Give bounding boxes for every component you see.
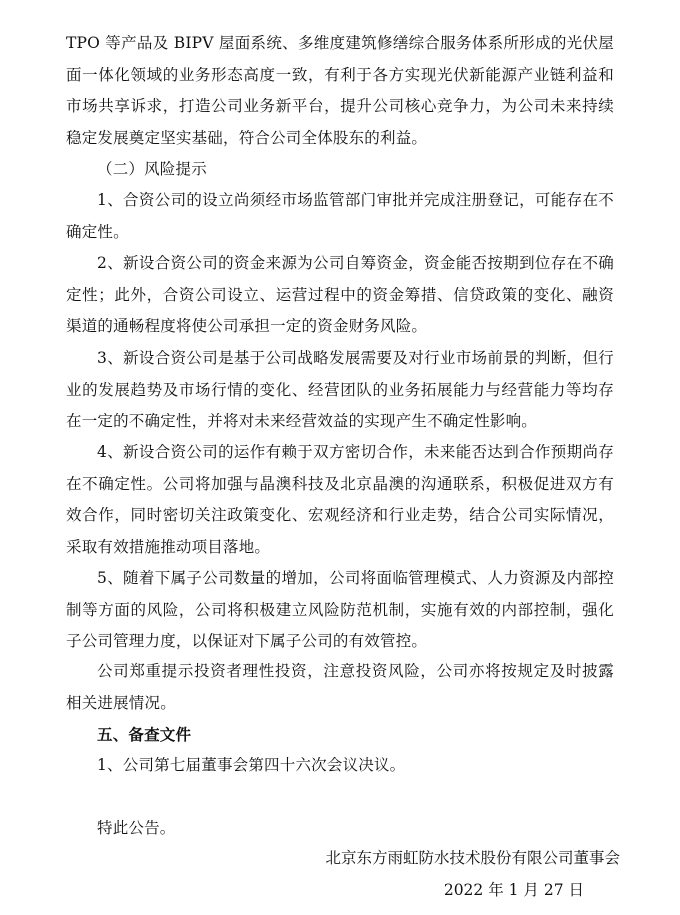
- closing-statement: 特此公告。: [97, 819, 176, 837]
- risk-heading: （二）风险提示: [97, 160, 207, 178]
- section-5-heading: 五、备查文件: [97, 725, 192, 744]
- reference-doc-1: 1、公司第七届董事会第四十六次会议决议。: [97, 756, 406, 774]
- risk-item-5: 5、随着下属子公司数量的增加，公司将面临管理模式、人力资源及内部控制等方面的风险，公司将积极建立风险防范机制，实施有效的内部控制，强化子公司管理力度，以保证对下属子公司的有效管控。: [66, 569, 614, 650]
- investor-notice: 公司郑重提示投资者理性投资，注意投资风险，公司亦将按规定及时披露相关进展情况。: [66, 662, 614, 712]
- risk-item-1: 1、合资公司的设立尚须经市场监管部门审批并完成注册登记，可能存在不确定性。: [66, 191, 614, 241]
- risk-item-4: 4、新设合资公司的运作有赖于双方密切合作，未来能否达到合作预期尚存在不确定性。公司将加强与晶澳科技及北京晶澳的沟通联系，积极促进双方有效合作，同时密切关注政策变化、宏观经济和行业走势，结合公司实际情况，采取有效措施推动项目落地。: [66, 443, 614, 556]
- risk-item-2: 2、新设合资公司的资金来源为公司自筹资金，资金能否按期到位存在不确定性；此外，合资公司设立、运营过程中的资金筹措、信贷政策的变化、融资渠道的通畅程度将使公司承担一定的资金财务风险。: [66, 254, 614, 335]
- intro-continuation-paragraph: TPO 等产品及 BIPV 屋面系统、多维度建筑修缮综合服务体系所形成的光伏屋面一体化领域的业务形态高度一致，有利于各方实现光伏新能源产业链利益和市场共享诉求，打造公司业务新平台，提升公司核心竞争力，为公司未来持续稳定发展奠定坚实基础，符合公司全体股东的利益。: [66, 34, 614, 147]
- signature-date: 2022 年 1 月 27 日: [443, 881, 584, 899]
- signature-company: 北京东方雨虹防水技术股份有限公司董事会: [325, 849, 620, 867]
- risk-item-3: 3、新设合资公司是基于公司战略发展需要及对行业市场前景的判断，但行业的发展趋势及市场行情的变化、经营团队的业务拓展能力与经营能力等均存在一定的不确定性，并将对未来经营效益的实现产生不确定性影响。: [66, 349, 614, 430]
